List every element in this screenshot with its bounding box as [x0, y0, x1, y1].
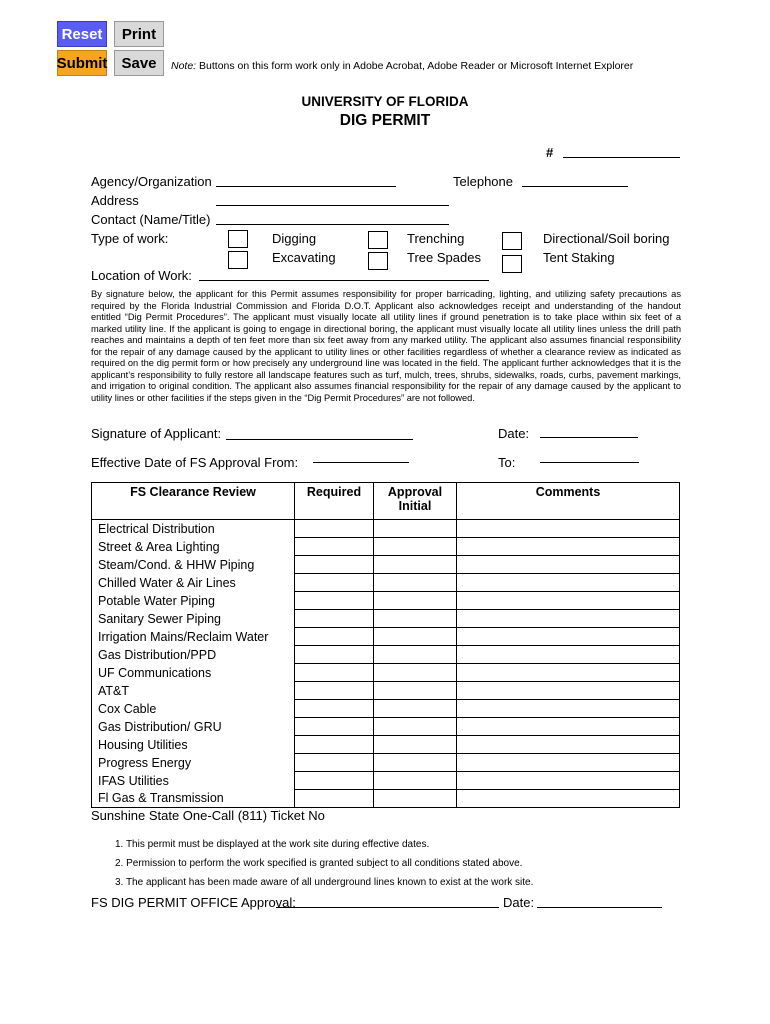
tree-spades-checkbox[interactable] [368, 252, 388, 270]
table-row [92, 754, 680, 772]
effective-from-field[interactable] [313, 462, 409, 463]
utility-name: Fl Gas & Transmission [92, 790, 295, 808]
location-field[interactable] [199, 280, 489, 281]
utility-name: AT&T [92, 682, 295, 700]
header-approval-initial: Approval Initial [374, 483, 457, 520]
comments-cell[interactable] [457, 646, 680, 664]
comments-cell[interactable] [457, 790, 680, 808]
utility-name: Potable Water Piping [92, 592, 295, 610]
utility-name: Irrigation Mains/Reclaim Water [92, 628, 295, 646]
approval-initial-cell[interactable] [374, 754, 457, 772]
table-row [92, 628, 680, 646]
utility-name: Chilled Water & Air Lines [92, 574, 295, 592]
required-cell[interactable] [295, 610, 374, 628]
comments-cell[interactable] [457, 574, 680, 592]
utility-name: Housing Utilities [92, 736, 295, 754]
table-row [92, 538, 680, 556]
approval-field[interactable] [276, 907, 499, 908]
approval-date-label: Date: [503, 895, 535, 910]
digging-label: Digging [272, 231, 317, 246]
approval-initial-cell[interactable] [374, 736, 457, 754]
required-cell[interactable] [295, 574, 374, 592]
comments-cell[interactable] [457, 556, 680, 574]
header-required: Required [295, 483, 374, 520]
page-title: DIG PERMIT [339, 112, 431, 129]
approval-initial-cell[interactable] [374, 628, 457, 646]
comments-cell[interactable] [457, 754, 680, 772]
utility-name: Electrical Distribution [92, 520, 295, 538]
type-of-work-label: Type of work: [91, 231, 169, 246]
excavating-checkbox[interactable] [228, 251, 248, 269]
approval-initial-cell[interactable] [374, 772, 457, 790]
signature-date-label: Date: [498, 426, 530, 441]
approval-initial-cell[interactable] [374, 718, 457, 736]
signature-date-field[interactable] [540, 437, 638, 438]
directional-label: Directional/Soil boring [543, 231, 670, 246]
utility-name: Gas Distribution/ GRU [92, 718, 295, 736]
condition-item: 1. This permit must be displayed at the work site during effective dates. [115, 839, 430, 850]
effective-to-label: To: [498, 455, 516, 470]
approval-initial-cell[interactable] [374, 700, 457, 718]
required-cell[interactable] [295, 520, 374, 538]
note-body: Buttons on this form work only in Adobe Acrobat, Adobe Reader or Microsoft Internet Explorer [196, 60, 634, 72]
permit-number-field[interactable] [563, 157, 680, 158]
table-row [92, 718, 680, 736]
approval-date-field[interactable] [537, 907, 662, 908]
comments-cell[interactable] [457, 520, 680, 538]
table-row [92, 556, 680, 574]
required-cell[interactable] [295, 736, 374, 754]
effective-date-label: Effective Date of FS Approval From: [91, 455, 299, 470]
clearance-review-table [91, 482, 680, 808]
condition-item: 3. The applicant has been made aware of all underground lines known to exist at the work site. [115, 877, 534, 888]
comments-cell[interactable] [457, 718, 680, 736]
approval-initial-cell[interactable] [374, 574, 457, 592]
contact-field[interactable] [216, 224, 449, 225]
contact-label: Contact (Name/Title) [91, 212, 211, 227]
comments-cell[interactable] [457, 628, 680, 646]
agreement-text: By signature below, the applicant for this Permit assumes responsibility for proper barricading, lighting, and utilizing safety precautions as required by the Florida Industrial Commission and Florida D.O.T. Applicant also acknowledges receipt and understanding of the handout entitled “Dig Permit Procedures”. The applicant must visually locate all utility lines if ground penetration is to take place within six feet of a marked utility line. If the applicant is going to engage in directional boring, the applicant must visually locate all utility lines unless the drill path reaches and maintains a depth of ten feet more than six feet away from any marked utility. The applicant also assumes financial responsibility for the repair of any damage caused by the applicant to utility lines or other facilities regardless of whether a clearance review as indicated as required on the dig permit form or how precisely any underground line was located in the field. The applicant further acknowledges that it is the applicant’s responsibility to fully restore all landscape features such as turf, mulch, trees, shrubs, sidewalks, roads, curbs, pavement markings, and irrigation to original condition. The applicant also assumes financial responsibility for the repair of any damage caused by the applicant to utility lines or other facilities if the steps given in the “Dig Permit Procedures” are not followed. [91, 289, 681, 403]
required-cell[interactable] [295, 682, 374, 700]
approval-label: FS DIG PERMIT OFFICE Approval: [91, 895, 296, 910]
approval-initial-cell[interactable] [374, 592, 457, 610]
utility-name: Progress Energy [92, 754, 295, 772]
approval-initial-cell[interactable] [374, 664, 457, 682]
ticket-label: Sunshine State One-Call (811) Ticket No [91, 808, 325, 823]
university-heading: UNIVERSITY OF FLORIDA [301, 94, 469, 109]
approval-initial-cell[interactable] [374, 646, 457, 664]
required-cell[interactable] [295, 754, 374, 772]
signature-field[interactable] [226, 439, 413, 440]
tent-staking-label: Tent Staking [543, 250, 615, 265]
telephone-label: Telephone [453, 174, 513, 189]
utility-name: Cox Cable [92, 700, 295, 718]
table-row [92, 790, 680, 808]
table-row [92, 610, 680, 628]
required-cell[interactable] [295, 772, 374, 790]
table-row [92, 682, 680, 700]
save-button[interactable]: Save [114, 50, 164, 76]
table-row [92, 646, 680, 664]
table-row [92, 574, 680, 592]
comments-cell[interactable] [457, 682, 680, 700]
submit-button[interactable]: Submit [57, 50, 107, 76]
conditions-list [115, 835, 533, 892]
digging-checkbox[interactable] [228, 230, 248, 248]
print-button[interactable]: Print [114, 21, 164, 47]
required-cell[interactable] [295, 628, 374, 646]
note-prefix: Note: [171, 60, 197, 72]
utility-name: IFAS Utilities [92, 772, 295, 790]
required-cell[interactable] [295, 556, 374, 574]
address-label: Address [91, 193, 139, 208]
required-cell[interactable] [295, 664, 374, 682]
address-field[interactable] [216, 205, 449, 206]
table-row [92, 664, 680, 682]
telephone-field[interactable] [522, 186, 628, 187]
reset-button[interactable]: Reset [57, 21, 107, 47]
condition-item: 2. Permission to perform the work specified is granted subject to all conditions stated above. [115, 858, 523, 869]
required-cell[interactable] [295, 538, 374, 556]
signature-label: Signature of Applicant: [91, 426, 222, 441]
utility-name: Gas Distribution/PPD [92, 646, 295, 664]
comments-cell[interactable] [457, 700, 680, 718]
agency-label: Agency/Organization [91, 174, 212, 189]
approval-initial-cell[interactable] [374, 556, 457, 574]
required-cell[interactable] [295, 718, 374, 736]
header-comments: Comments [457, 483, 680, 520]
comments-cell[interactable] [457, 610, 680, 628]
comments-cell[interactable] [457, 592, 680, 610]
comments-cell[interactable] [457, 772, 680, 790]
required-cell[interactable] [295, 700, 374, 718]
utility-name: Steam/Cond. & HHW Piping [92, 556, 295, 574]
approval-initial-cell[interactable] [374, 520, 457, 538]
approval-initial-cell[interactable] [374, 610, 457, 628]
comments-cell[interactable] [457, 538, 680, 556]
table-row [92, 520, 680, 538]
required-cell[interactable] [295, 790, 374, 808]
excavating-label: Excavating [272, 250, 336, 265]
tree-spades-label: Tree Spades [407, 250, 481, 265]
utility-name: Sanitary Sewer Piping [92, 610, 295, 628]
comments-cell[interactable] [457, 664, 680, 682]
tent-staking-checkbox[interactable] [502, 255, 522, 273]
agency-field[interactable] [216, 186, 396, 187]
comments-cell[interactable] [457, 736, 680, 754]
table-row [92, 772, 680, 790]
permit-number-label: # [546, 145, 554, 160]
location-label: Location of Work: [91, 268, 192, 283]
required-cell[interactable] [295, 592, 374, 610]
directional-checkbox[interactable] [502, 232, 522, 250]
trenching-checkbox[interactable] [368, 231, 388, 249]
approval-initial-cell[interactable] [374, 682, 457, 700]
table-row [92, 736, 680, 754]
table-row [92, 592, 680, 610]
utility-name: UF Communications [92, 664, 295, 682]
header-fs-clearance: FS Clearance Review [92, 483, 295, 520]
approval-initial-cell[interactable] [374, 790, 457, 808]
required-cell[interactable] [295, 646, 374, 664]
note-text [171, 60, 633, 72]
effective-to-field[interactable] [540, 462, 639, 463]
utility-name: Street & Area Lighting [92, 538, 295, 556]
trenching-label: Trenching [407, 231, 465, 246]
table-row [92, 700, 680, 718]
approval-initial-cell[interactable] [374, 538, 457, 556]
